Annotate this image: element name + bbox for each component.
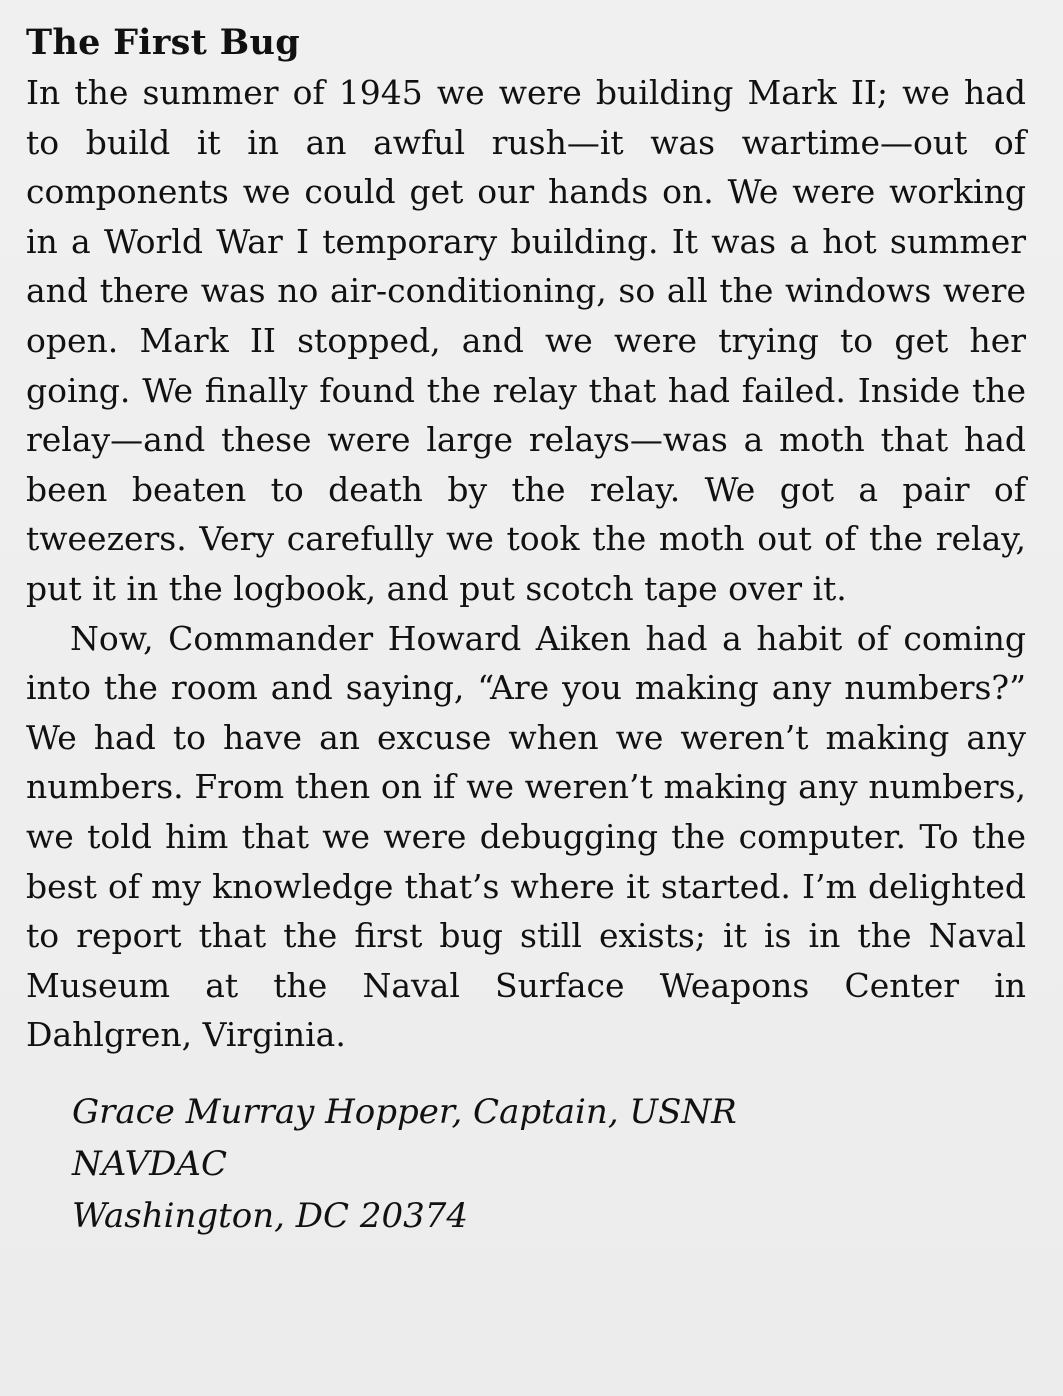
article [26, 18, 1026, 1242]
signature-name: Grace Murray Hopper, Captain, USNR [72, 1091, 737, 1132]
article-paragraph-2: Now, Commander Howard Aiken had a habit of coming into the room and saying, “Are you making any numbers?” We had to have an excuse when we weren’t making any numbers. From then on if we weren’t making any numbers, we told him that we were debugging the computer. To the best of my knowledge that’s where it started. I’m delighted to report that the first bug still exists; it is in the Naval Museum at the Naval Surface Weapons Center in Dahlgren, Virginia. [26, 618, 1026, 1055]
article-title: The First Bug [26, 22, 300, 63]
signature-organization: NAVDAC [72, 1143, 227, 1184]
article-paragraph-1: In the summer of 1945 we were building Mark II; we had to build it in an awful rush—it was wartime—out of components we could get our hands on. We were working in a World War I temporary building. It was a hot summer and there was no air-conditioning, so all the windows were open. Mark II stopped, and we were trying to get her going. We finally found the relay that had failed. Inside the relay—and these were large relays—was a moth that had been beaten to death by the relay. We got a pair of tweezers. Very carefully we took the moth out of the relay, put it in the logbook, and put scotch tape over it. [26, 73, 1026, 608]
signature-address: Washington, DC 20374 [72, 1195, 469, 1236]
signature-block [26, 1086, 1026, 1242]
